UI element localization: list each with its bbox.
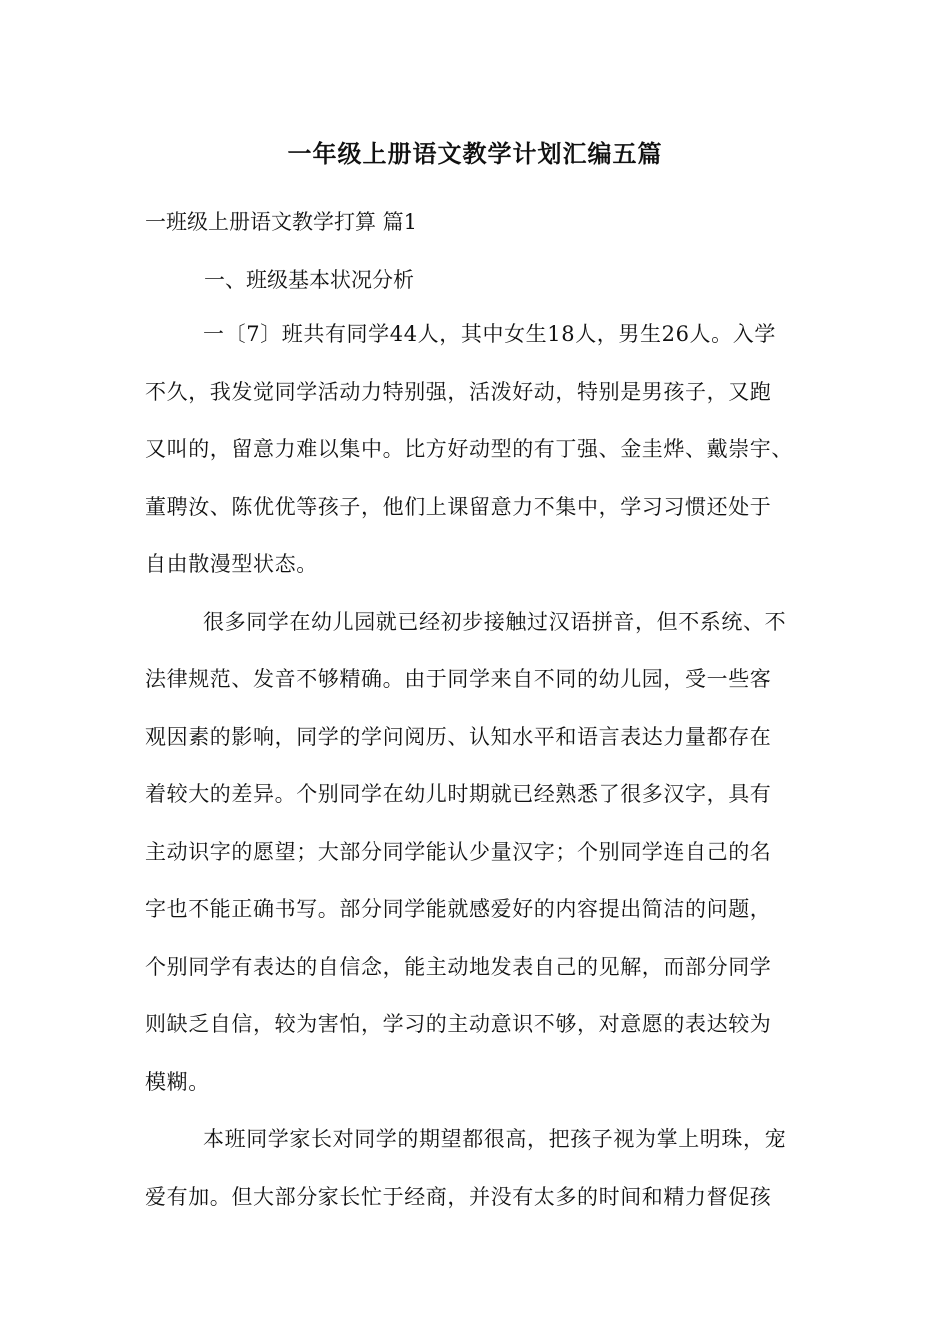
paragraph-line: 模糊。 [145, 1069, 210, 1094]
document-title: 一年级上册语文教学计划汇编五篇 [287, 139, 663, 168]
paragraph-line: 爱有加。但大部分家长忙于经商，并没有太多的时间和精力督促孩 [145, 1184, 772, 1209]
paragraph-line: 又叫的，留意力难以集中。比方好动型的有丁强、金圭烨、戴崇宇、 [145, 437, 793, 461]
paragraph-line: 主动识字的愿望；大部分同学能认少量汉字；个别同学连自己的名 [145, 839, 772, 864]
paragraph-line: 则缺乏自信，较为害怕，学习的主动意识不够，对意愿的表达较为 [145, 1012, 772, 1036]
paragraph-line: 很多同学在幼儿园就已经初步接触过汉语拼音，但不系统、不 [203, 609, 787, 634]
section-heading: 一、班级基本状况分析 [204, 268, 414, 292]
paragraph-line: 个别同学有表达的自信念，能主动地发表自己的见解，而部分同学 [145, 954, 772, 979]
document-subtitle: 一班级上册语文教学打算 篇1 [145, 210, 418, 234]
paragraph-line: 一〔7〕班共有同学44人，其中女生18人，男生26人。入学 [203, 322, 776, 346]
paragraph-line: 字也不能正确书写。部分同学能就感爱好的内容提出简洁的问题， [145, 897, 772, 921]
paragraph-line: 观因素的影响，同学的学问阅历、认知水平和语言表达力量都存在 [145, 724, 772, 749]
paragraph-line: 法律规范、发音不够精确。由于同学来自不同的幼儿园，受一些客 [145, 667, 772, 691]
paragraph-line: 不久，我发觉同学活动力特别强，活泼好动，特别是男孩子，又跑 [145, 379, 772, 404]
paragraph-line: 董聘汝、陈优优等孩子，他们上课留意力不集中，学习习惯还处于 [145, 494, 772, 519]
paragraph-line: 本班同学家长对同学的期望都很高，把孩子视为掌上明珠，宠 [203, 1127, 787, 1151]
document-body [145, 318, 825, 1238]
paragraph-line: 自由散漫型状态。 [145, 552, 318, 576]
paragraph-line: 着较大的差异。个别同学在幼儿时期就已经熟悉了很多汉字，具有 [145, 782, 772, 806]
